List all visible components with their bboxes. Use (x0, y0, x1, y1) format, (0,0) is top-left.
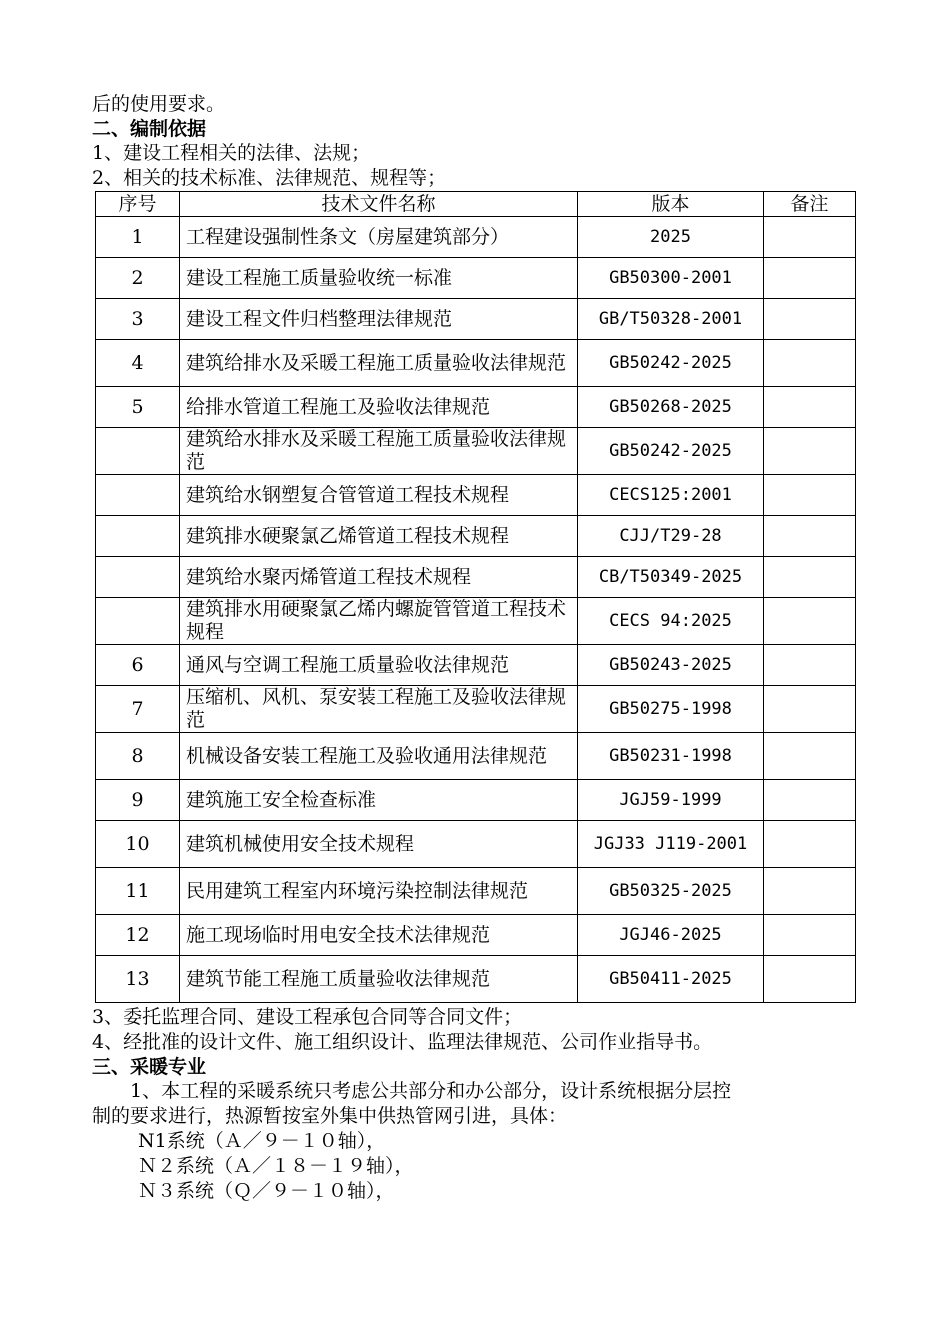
cell-no (96, 557, 180, 598)
cell-version: CJJ/T29-28 (578, 516, 764, 557)
cell-no: 8 (96, 733, 180, 780)
cell-name: 压缩机、风机、泵安装工程施工及验收法律规范 (180, 686, 578, 733)
cell-no: 2 (96, 258, 180, 299)
document-page (92, 92, 862, 1204)
cell-version: GB50268-2025 (578, 387, 764, 428)
cell-note (764, 258, 856, 299)
table-row (96, 299, 856, 340)
basis-item-3: 3、委托监理合同、建设工程承包合同等合同文件； (92, 1006, 523, 1028)
cell-note (764, 557, 856, 598)
header-version: 版本 (578, 192, 764, 217)
system-n3: Ｎ３系统（Ｑ／９－１０轴）， (138, 1180, 395, 1202)
cell-no: 5 (96, 387, 180, 428)
cell-note (764, 915, 856, 956)
system-n2: Ｎ２系统（Ａ／１８－１９轴）， (138, 1155, 414, 1177)
basis-item-1: 1、建设工程相关的法律、法规； (92, 142, 371, 164)
cell-version: JGJ59-1999 (578, 780, 764, 821)
heating-paragraph-line-1: 1、本工程的采暖系统只考虑公共部分和办公部分，设计系统根据分层控 (130, 1080, 732, 1102)
table-row (96, 868, 856, 915)
cell-no: 13 (96, 956, 180, 1003)
cell-name: 建筑给排水及采暖工程施工质量验收法律规范 (180, 340, 578, 387)
cell-no (96, 475, 180, 516)
table-row (96, 387, 856, 428)
table-row (96, 686, 856, 733)
continued-text: 后的使用要求。 (92, 93, 226, 115)
cell-name: 工程建设强制性条文（房屋建筑部分） (180, 217, 578, 258)
cell-name: 机械设备安装工程施工及验收通用法律规范 (180, 733, 578, 780)
table-row (96, 428, 856, 475)
cell-name: 民用建筑工程室内环境污染控制法律规范 (180, 868, 578, 915)
cell-version: 2025 (578, 217, 764, 258)
cell-name: 建筑排水用硬聚氯乙烯内螺旋管管道工程技术规程 (180, 598, 578, 645)
cell-note (764, 598, 856, 645)
cell-name: 建筑施工安全检查标准 (180, 780, 578, 821)
cell-no: 3 (96, 299, 180, 340)
cell-version: JGJ46-2025 (578, 915, 764, 956)
cell-version: GB50275-1998 (578, 686, 764, 733)
section-heading-heating: 三、采暖专业 (92, 1056, 207, 1078)
cell-note (764, 516, 856, 557)
cell-note (764, 217, 856, 258)
table-row (96, 915, 856, 956)
cell-no (96, 516, 180, 557)
system-n1: N1系统（Ａ／９－１０轴）， (138, 1130, 386, 1152)
cell-version: CB/T50349-2025 (578, 557, 764, 598)
cell-note (764, 868, 856, 915)
cell-version: GB50300-2001 (578, 258, 764, 299)
cell-name: 施工现场临时用电安全技术法律规范 (180, 915, 578, 956)
cell-version: GB50231-1998 (578, 733, 764, 780)
cell-note (764, 475, 856, 516)
table-row (96, 217, 856, 258)
cell-note (764, 733, 856, 780)
cell-no: 12 (96, 915, 180, 956)
table-row (96, 258, 856, 299)
table-row (96, 340, 856, 387)
cell-name: 通风与空调工程施工质量验收法律规范 (180, 645, 578, 686)
cell-no: 6 (96, 645, 180, 686)
cell-no (96, 428, 180, 475)
cell-note (764, 686, 856, 733)
cell-version: GB50243-2025 (578, 645, 764, 686)
cell-version: GB/T50328-2001 (578, 299, 764, 340)
cell-name: 建筑机械使用安全技术规程 (180, 821, 578, 868)
cell-no: 9 (96, 780, 180, 821)
standards-table (95, 191, 856, 1003)
basis-item-4: 4、经批准的设计文件、施工组织设计、监理法律规范、公司作业指导书。 (92, 1031, 713, 1053)
cell-no (96, 598, 180, 645)
cell-name: 建设工程文件归档整理法律规范 (180, 299, 578, 340)
cell-note (764, 645, 856, 686)
cell-version: GB50325-2025 (578, 868, 764, 915)
table-row (96, 645, 856, 686)
cell-note (764, 299, 856, 340)
table-header-row (96, 192, 856, 217)
table-row (96, 780, 856, 821)
cell-name: 建筑给水聚丙烯管道工程技术规程 (180, 557, 578, 598)
cell-name: 建设工程施工质量验收统一标准 (180, 258, 578, 299)
cell-note (764, 780, 856, 821)
cell-name: 建筑给水钢塑复合管管道工程技术规程 (180, 475, 578, 516)
cell-note (764, 387, 856, 428)
cell-no: 7 (96, 686, 180, 733)
cell-version: JGJ33 J119-2001 (578, 821, 764, 868)
cell-name: 建筑排水硬聚氯乙烯管道工程技术规程 (180, 516, 578, 557)
cell-no: 11 (96, 868, 180, 915)
cell-name: 建筑给水排水及采暖工程施工质量验收法律规范 (180, 428, 578, 475)
table-row (96, 821, 856, 868)
cell-note (764, 956, 856, 1003)
cell-note (764, 428, 856, 475)
header-no: 序号 (96, 192, 180, 217)
header-name: 技术文件名称 (180, 192, 578, 217)
cell-version: CECS125:2001 (578, 475, 764, 516)
cell-note (764, 340, 856, 387)
cell-name: 给排水管道工程施工及验收法律规范 (180, 387, 578, 428)
table-row (96, 475, 856, 516)
cell-no: 4 (96, 340, 180, 387)
basis-item-2: 2、相关的技术标准、法律规范、规程等； (92, 167, 447, 189)
cell-version: CECS 94:2025 (578, 598, 764, 645)
heating-paragraph-line-2: 制的要求进行，热源暂按室外集中供热管网引进，具体： (92, 1105, 568, 1127)
cell-no: 10 (96, 821, 180, 868)
cell-note (764, 821, 856, 868)
cell-version: GB50242-2025 (578, 428, 764, 475)
table-row (96, 956, 856, 1003)
cell-version: GB50242-2025 (578, 340, 764, 387)
section-heading-basis: 二、编制依据 (92, 118, 207, 140)
table-row (96, 557, 856, 598)
cell-name: 建筑节能工程施工质量验收法律规范 (180, 956, 578, 1003)
table-row (96, 598, 856, 645)
header-note: 备注 (764, 192, 856, 217)
cell-no: 1 (96, 217, 180, 258)
table-row (96, 733, 856, 780)
table-row (96, 516, 856, 557)
cell-version: GB50411-2025 (578, 956, 764, 1003)
